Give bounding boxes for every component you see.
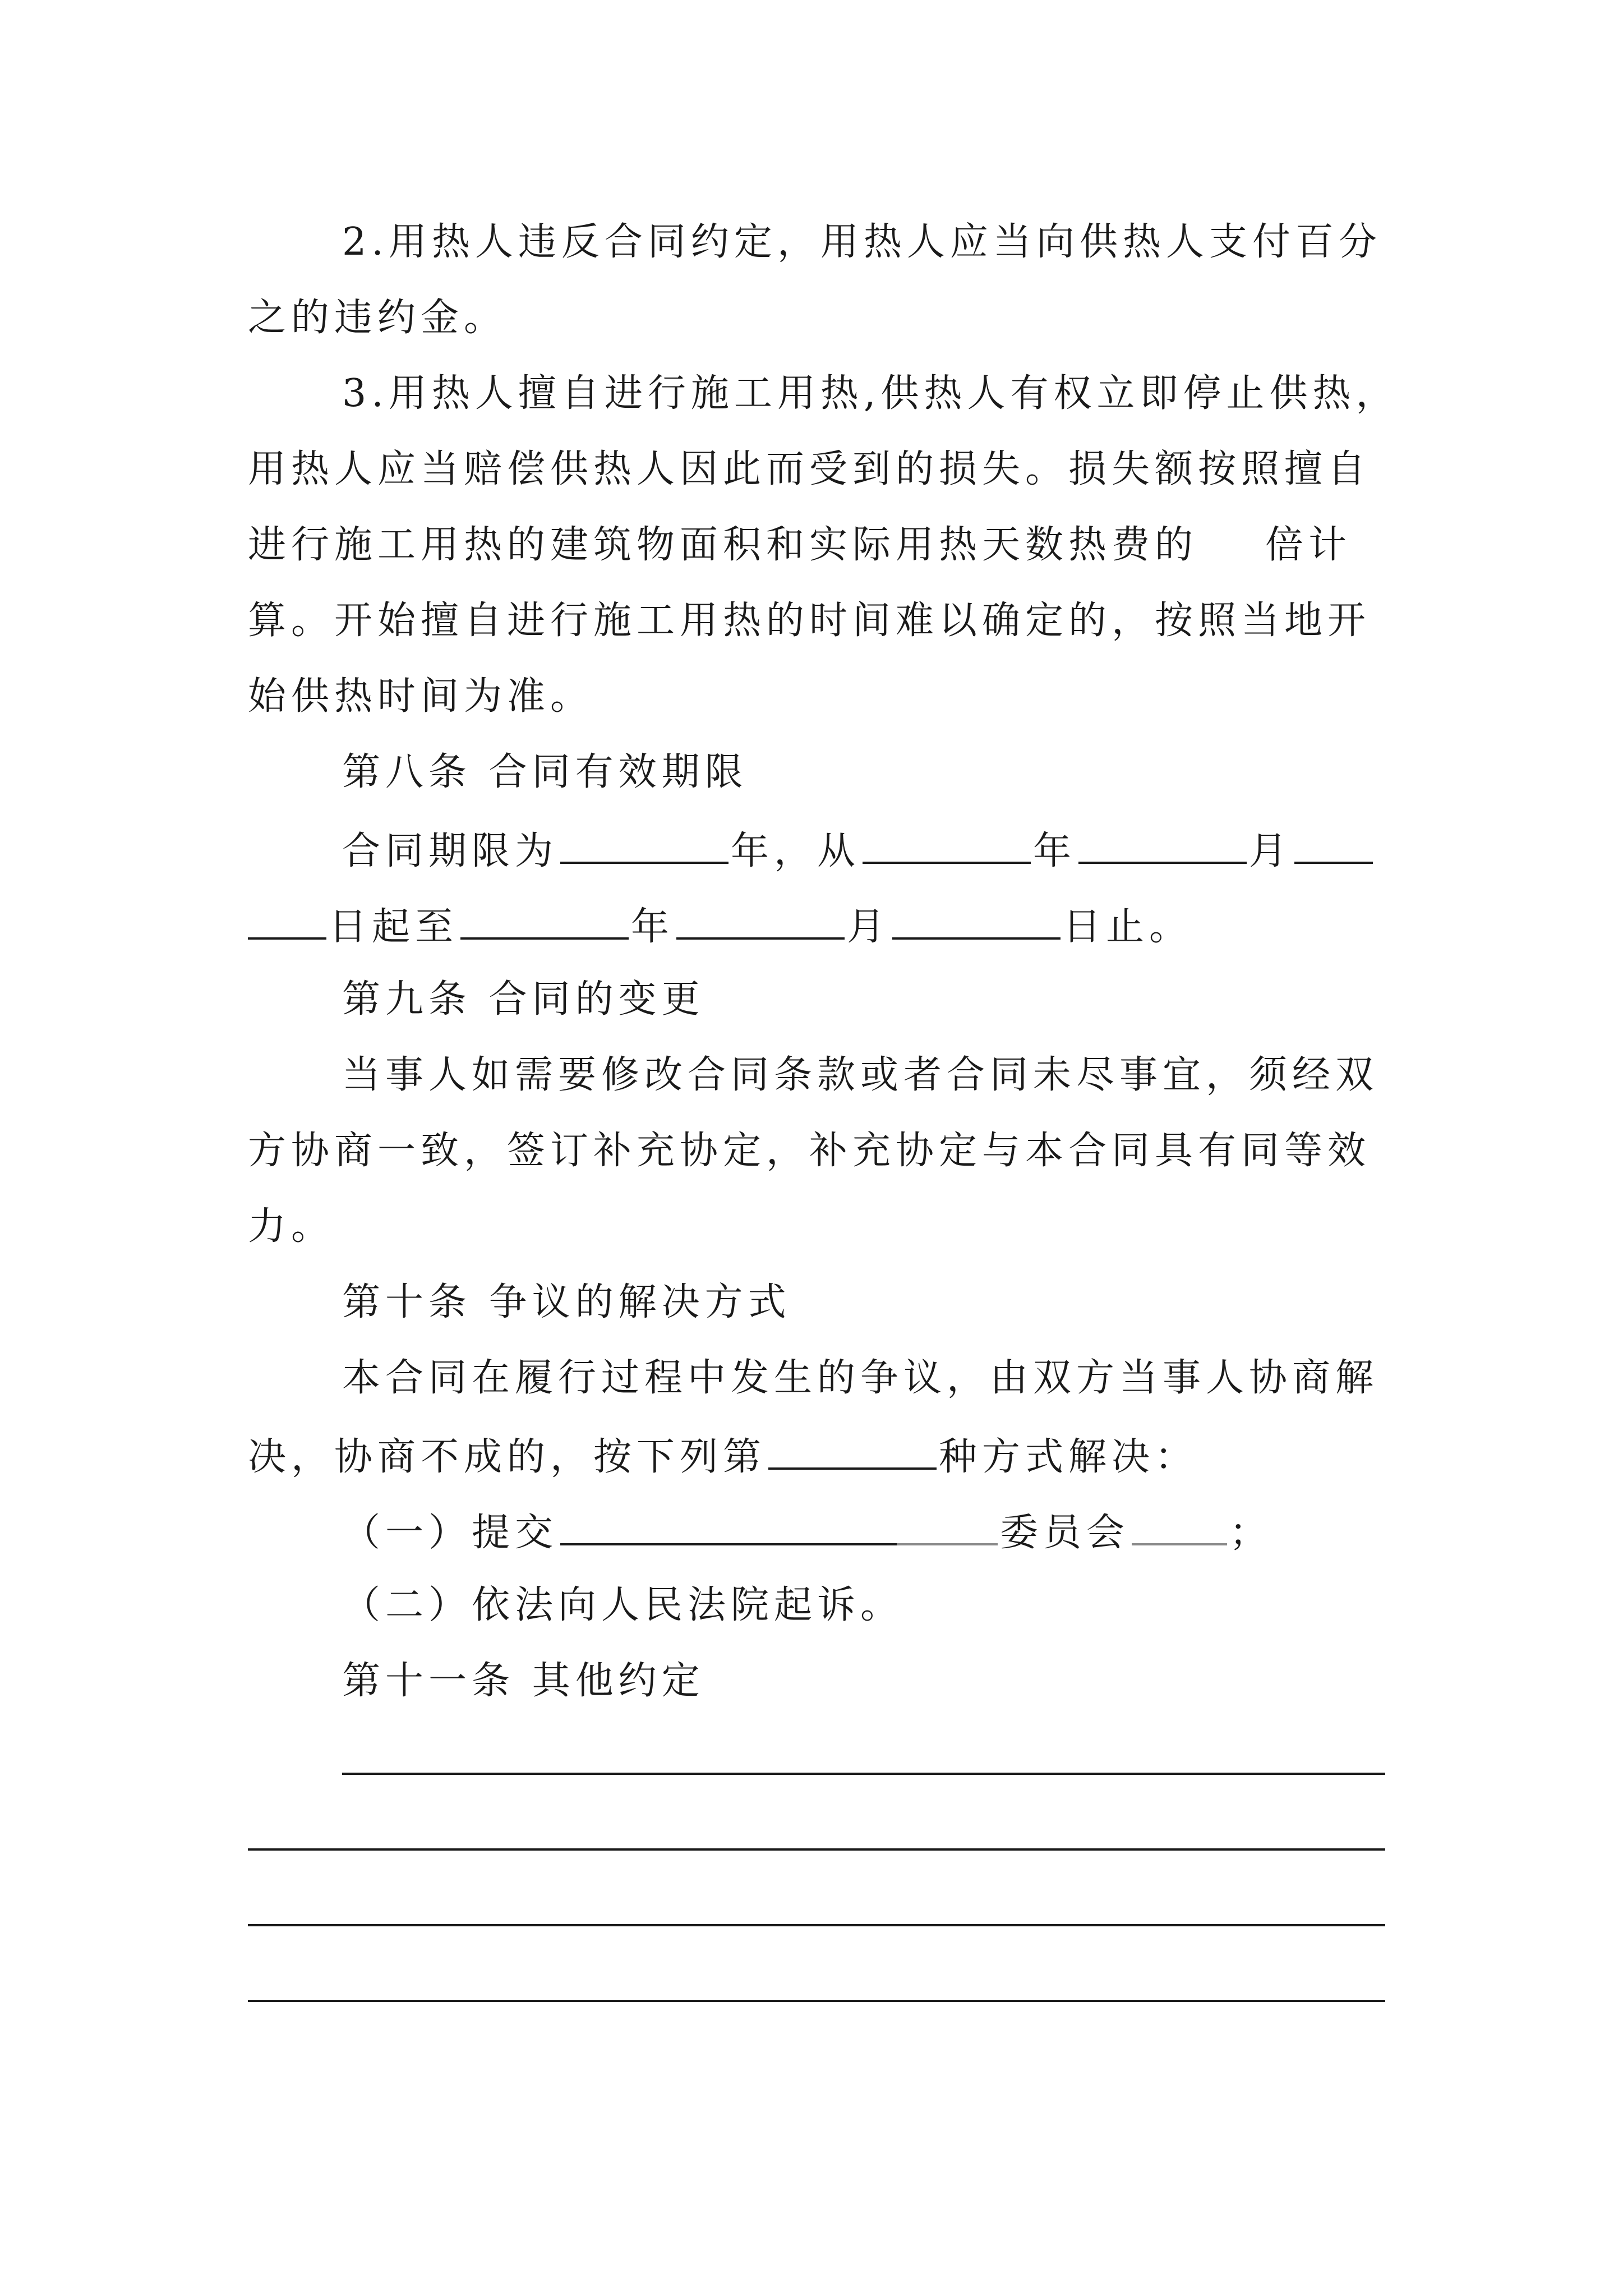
blank-method-number-field[interactable] xyxy=(768,1435,937,1470)
blank-years-field[interactable] xyxy=(560,829,728,864)
text-segment: 月 xyxy=(1249,829,1293,873)
text-segment: ； xyxy=(1229,1511,1273,1555)
blank-start-day-field-part-2[interactable] xyxy=(248,905,326,940)
blank-end-year-field[interactable] xyxy=(460,905,629,940)
blank-other-terms-line-4[interactable] xyxy=(248,2000,1385,2002)
blank-start-year-field[interactable] xyxy=(863,829,1031,864)
clause-7-item-3-line-5: 始供热时间为准。 xyxy=(248,674,594,719)
text-segment: 倍计 xyxy=(1265,523,1352,567)
blank-end-day-field[interactable] xyxy=(892,905,1061,940)
text-segment: （一）提交 xyxy=(342,1511,559,1555)
text-segment: 种方式解决： xyxy=(939,1435,1198,1479)
blank-start-month-field[interactable] xyxy=(1078,829,1247,864)
article-10-line-1: 本合同在履行过程中发生的争议，由双方当事人协商解 xyxy=(342,1356,1379,1400)
blank-other-terms-line-3[interactable] xyxy=(248,1924,1385,1926)
article-9-line-3: 力。 xyxy=(248,1204,335,1249)
article-10-option-1 xyxy=(342,1511,1273,1555)
text-segment: 年 xyxy=(631,905,675,949)
text-segment: 月 xyxy=(847,905,891,949)
text-segment: 年，从 xyxy=(731,829,861,873)
clause-7-item-3-line-2: 用热人应当赔偿供热人因此而受到的损失。损失额按照擅自 xyxy=(248,447,1371,491)
blank-committee-suffix-field[interactable] xyxy=(1132,1511,1227,1545)
text-segment: 决，协商不成的，按下列第 xyxy=(248,1435,767,1479)
text-segment: 年 xyxy=(1033,829,1077,873)
clause-7-item-3-line-4: 算。开始擅自进行施工用热的时间难以确定的，按照当地开 xyxy=(248,599,1371,643)
blank-end-month-field[interactable] xyxy=(676,905,845,940)
blank-arbitration-name-field[interactable] xyxy=(560,1511,897,1545)
article-10-line-2 xyxy=(248,1435,1198,1479)
blank-other-terms-line-1[interactable] xyxy=(342,1773,1385,1775)
clause-7-item-3-line-3 xyxy=(248,523,1352,567)
article-11-heading: 第十一条 其他约定 xyxy=(342,1659,705,1703)
article-8-heading: 第八条 合同有效期限 xyxy=(342,750,748,794)
article-8-term-line-2 xyxy=(248,905,1193,949)
article-9-heading: 第九条 合同的变更 xyxy=(342,977,705,1022)
text-segment: 日止。 xyxy=(1063,905,1193,949)
article-9-line-2: 方协商一致，签订补充协定，补充协定与本合同具有同等效 xyxy=(248,1129,1371,1173)
text-segment: 合同期限为 xyxy=(342,829,559,873)
clause-7-item-2-line-2: 之的违约金。 xyxy=(248,296,508,340)
article-10-heading: 第十条 争议的解决方式 xyxy=(342,1280,791,1324)
text-segment: 日起至 xyxy=(329,905,459,949)
article-10-option-2: （二）依法向人民法院起诉。 xyxy=(342,1583,904,1627)
article-9-line-1: 当事人如需要修改合同条款或者合同未尽事宜，须经双 xyxy=(342,1053,1379,1097)
text-segment: 进行施工用热的建筑物面积和实际用热天数热费的 xyxy=(248,523,1198,567)
text-segment: 委员会 xyxy=(1000,1511,1130,1555)
article-8-term-line-1 xyxy=(342,829,1375,871)
clause-7-item-2-line-1: 2.用热人违反合同约定，用热人应当向供热人支付百分 xyxy=(342,220,1382,264)
blank-other-terms-line-2[interactable] xyxy=(248,1848,1385,1851)
blank-start-day-field-part-1[interactable] xyxy=(1294,829,1373,864)
blank-arbitration-name-field-extension[interactable] xyxy=(897,1511,998,1545)
clause-7-item-3-line-1: 3.用热人擅自进行施工用热,供热人有权立即停止供热， xyxy=(342,371,1399,416)
